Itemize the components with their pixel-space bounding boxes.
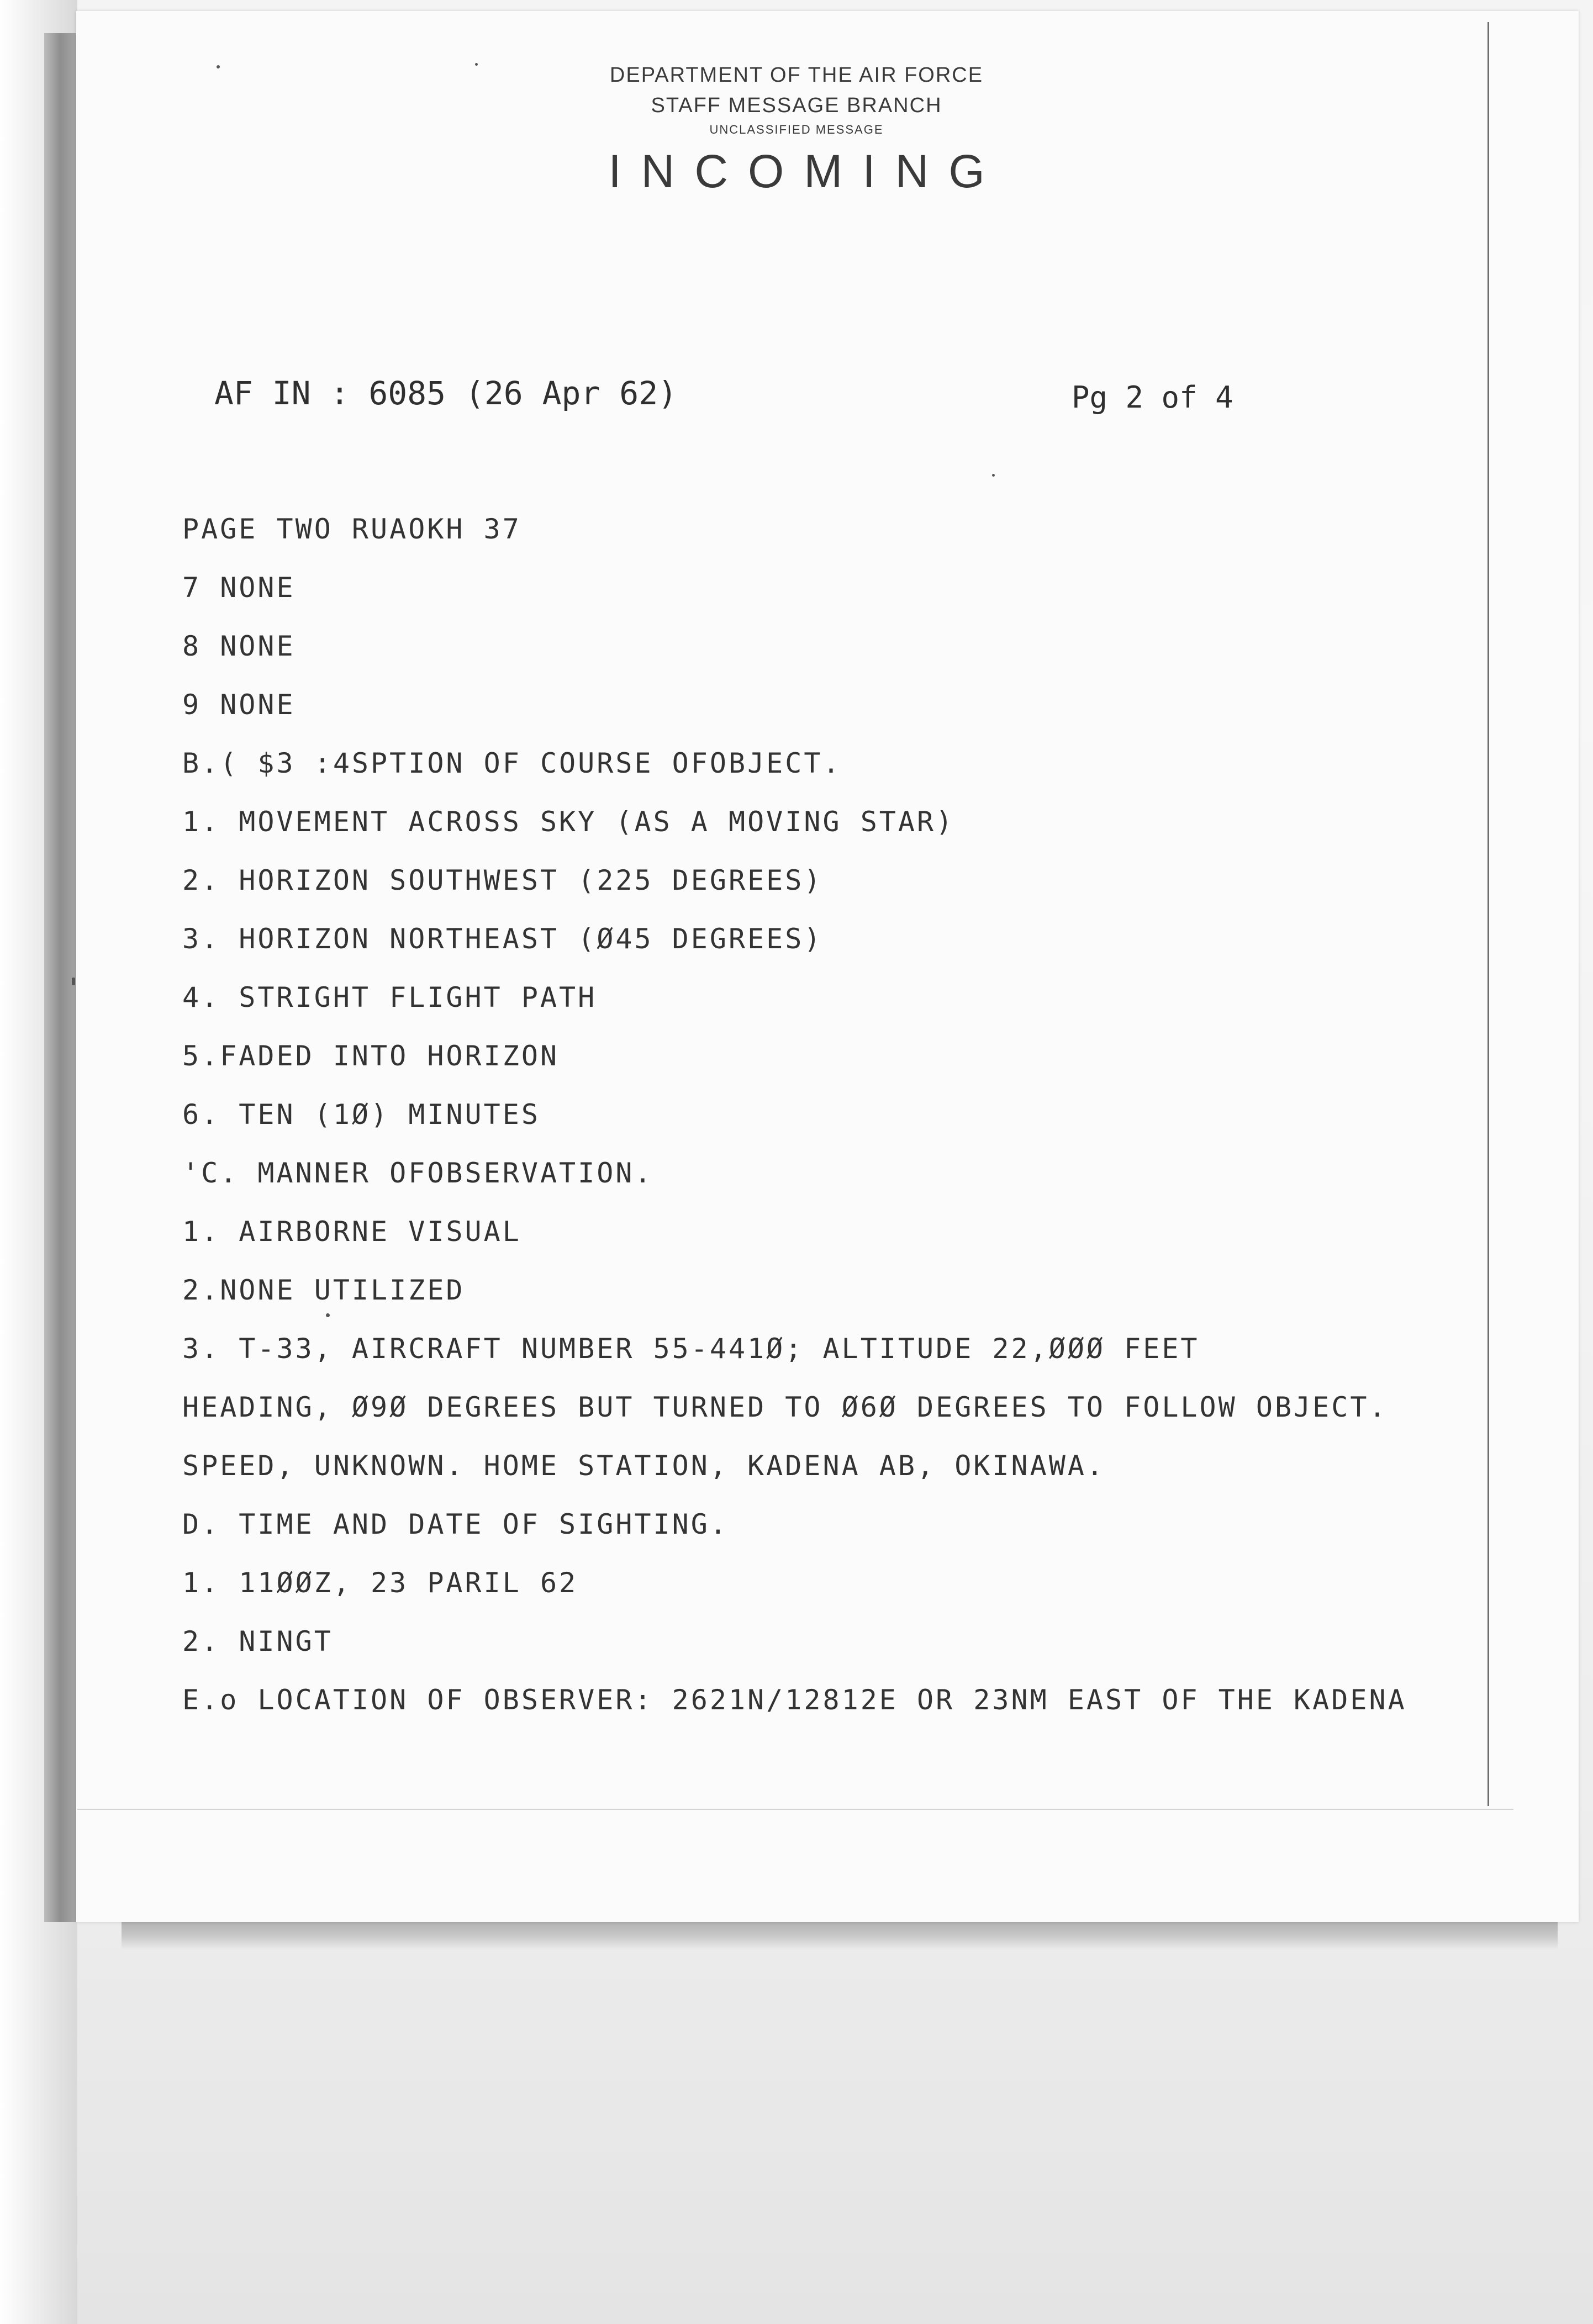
- film-speck: [217, 65, 220, 68]
- bottom-faint-rule: [77, 1809, 1513, 1810]
- message-line: 4. STRIGHT FLIGHT PATH: [182, 981, 597, 1013]
- message-line: E.o LOCATION OF OBSERVER: 2621N/12812E OR 23NM EAST OF THE KADENA: [182, 1684, 1407, 1716]
- message-line: B.( $3 :4SPTION OF COURSE OFOBJECT.: [182, 747, 842, 779]
- message-line: PAGE TWO RUAOKH 37: [182, 513, 521, 545]
- branch-heading: STAFF MESSAGE BRANCH: [651, 94, 942, 117]
- af-in-reference: AF IN : 6085 (26 Apr 62): [214, 374, 678, 412]
- page-indicator: Pg 2 of 4: [1072, 380, 1233, 415]
- film-speck: [992, 474, 995, 477]
- message-line: D. TIME AND DATE OF SIGHTING.: [182, 1508, 729, 1540]
- message-line: 2.NONE UTILIZED: [182, 1274, 465, 1306]
- message-body: [182, 500, 1407, 1729]
- department-heading: DEPARTMENT OF THE AIR FORCE: [609, 64, 984, 87]
- message-line: 2. HORIZON SOUTHWEST (225 DEGREES): [182, 864, 823, 896]
- classification-label: UNCLASSIFIED MESSAGE: [709, 123, 884, 136]
- message-line: 5.FADED INTO HORIZON: [182, 1040, 560, 1072]
- incoming-title: INCOMING: [608, 145, 1005, 197]
- message-line: 1. 11ØØZ, 23 PARIL 62: [182, 1567, 578, 1599]
- message-line: 3. HORIZON NORTHEAST (Ø45 DEGREES): [182, 923, 823, 955]
- film-speck: [326, 1313, 330, 1317]
- message-line: 7 NONE: [182, 572, 296, 604]
- message-line: 9 NONE: [182, 689, 296, 721]
- message-line: 'C. MANNER OFOBSERVATION.: [182, 1157, 653, 1189]
- message-line: 2. NINGT: [182, 1625, 333, 1657]
- message-line: 1. MOVEMENT ACROSS SKY (AS A MOVING STAR): [182, 806, 955, 838]
- message-line: 3. T-33, AIRCRAFT NUMBER 55-441Ø; ALTITUDE 22,ØØØ FEET: [182, 1333, 1200, 1365]
- film-speck: [72, 978, 75, 985]
- message-line: 8 NONE: [182, 630, 296, 662]
- message-line: SPEED, UNKNOWN. HOME STATION, KADENA AB, OKINAWA.: [182, 1450, 1106, 1482]
- message-line: 6. TEN (1Ø) MINUTES: [182, 1098, 540, 1131]
- right-margin-rule: [1487, 22, 1489, 1806]
- message-line: 1. AIRBORNE VISUAL: [182, 1216, 521, 1248]
- message-line: HEADING, Ø9Ø DEGREES BUT TURNED TO Ø6Ø DEGREES TO FOLLOW OBJECT.: [182, 1391, 1388, 1423]
- film-speck: [475, 63, 478, 66]
